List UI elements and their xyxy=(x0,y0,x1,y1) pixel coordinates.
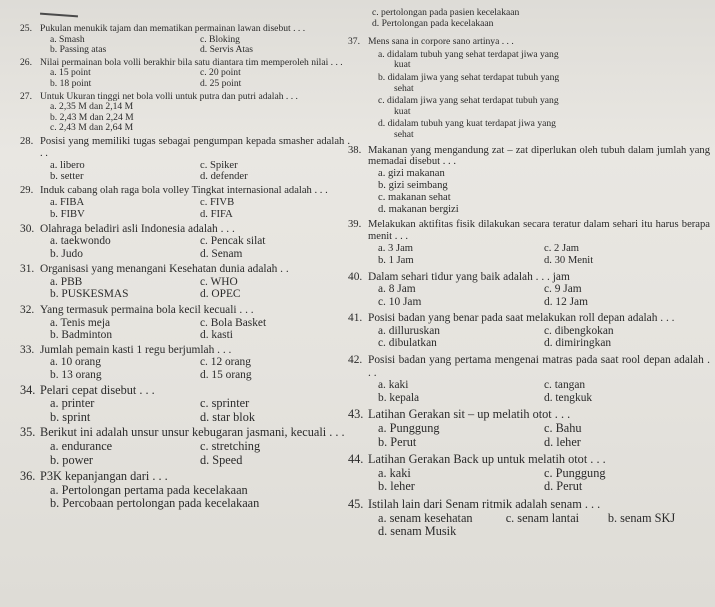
question-text: Melakukan aktifitas fisik dilakukan secara teratur dalam sehari itu harus berapa menit . . . xyxy=(368,219,710,243)
answer-option[interactable]: b. Percobaan pertolongan pada kecelakaan xyxy=(50,496,260,511)
answer-options xyxy=(20,102,350,134)
question-number: 44. xyxy=(348,452,364,467)
answer-option[interactable]: b. gizi seimbang xyxy=(378,179,448,191)
answer-option[interactable]: c. pertolongan pada pasien kecelakaan xyxy=(372,7,520,18)
question-stem xyxy=(20,58,350,69)
answer-options xyxy=(20,68,350,89)
answer-option[interactable]: a. PBB xyxy=(50,275,83,288)
answer-option[interactable]: a. FIBA xyxy=(50,196,85,208)
answer-option[interactable]: b. 1 Jam xyxy=(378,254,414,266)
question-stem xyxy=(348,37,710,48)
question-text: Jumlah pemain kasti 1 regu berjumlah . . . xyxy=(40,343,232,356)
answer-option[interactable]: d. FIFA xyxy=(200,208,233,220)
question-text: Nilai permainan bola volli berakhir bila satu diantara tim memperoleh nilai . . . xyxy=(40,56,343,68)
answer-option[interactable]: d. star blok xyxy=(200,409,255,424)
question-31 xyxy=(20,263,350,301)
question-number: 39. xyxy=(348,219,362,231)
option-line-continued: kuat xyxy=(394,59,411,71)
answer-options xyxy=(348,512,710,539)
answer-options xyxy=(348,467,710,494)
question-number: 41. xyxy=(348,312,363,325)
question-stem xyxy=(20,426,350,440)
answer-option[interactable]: d. defender xyxy=(200,171,248,183)
answer-option[interactable]: d. 30 Menit xyxy=(544,254,594,266)
answer-option[interactable]: c. makanan sehat xyxy=(378,191,451,203)
answer-option[interactable]: b. Passing atas xyxy=(50,44,107,56)
question-stem xyxy=(20,223,350,236)
question-29 xyxy=(20,185,350,220)
question-28 xyxy=(20,136,350,183)
question-text: P3K kepanjangan dari . . . xyxy=(40,469,168,484)
answer-option[interactable]: d. kasti xyxy=(200,329,233,342)
option-line-continued: kuat xyxy=(394,105,411,117)
question-stem xyxy=(348,271,710,284)
answer-option[interactable]: a. 15 point xyxy=(50,67,91,79)
answer-option[interactable]: b. power xyxy=(50,452,94,467)
answer-options xyxy=(20,197,350,221)
question-text: Pelari cepat disebut . . . xyxy=(40,382,155,397)
answer-option[interactable]: c. Bloking xyxy=(200,33,240,45)
answer-option[interactable]: a. senam kesehatan xyxy=(378,510,473,525)
answer-option[interactable] xyxy=(348,96,710,117)
answer-option[interactable]: c. Pencak silat xyxy=(200,235,266,248)
answer-options xyxy=(348,168,710,215)
question-number: 32. xyxy=(20,304,35,317)
question-text: Istilah lain dari Senam ritmik adalah senam . . . xyxy=(368,497,601,511)
answer-option[interactable]: c. dibulatkan xyxy=(378,337,437,350)
answer-option[interactable]: b. sprint xyxy=(50,409,91,424)
question-33 xyxy=(20,344,350,382)
answer-option[interactable]: a. kaki xyxy=(378,379,409,392)
answer-option[interactable]: d. 25 point xyxy=(200,77,242,89)
question-38 xyxy=(348,145,710,216)
question-stem xyxy=(348,408,710,422)
option-line-continued: sehat xyxy=(394,128,414,140)
answer-options xyxy=(20,484,350,511)
question-number: 25. xyxy=(20,23,32,34)
answer-option[interactable]: c. 20 point xyxy=(200,67,241,79)
question-number: 30. xyxy=(20,222,35,235)
question-27 xyxy=(20,92,350,134)
answer-option[interactable]: c. 2 Jam xyxy=(544,242,580,254)
question-text: Induk cabang olah raga bola volley Tingkat internasional adalah . . . xyxy=(40,185,328,197)
question-number: 31. xyxy=(20,263,35,276)
question-34 xyxy=(20,384,350,425)
answer-option[interactable]: b. Judo xyxy=(50,247,83,260)
option-line-continued: sehat xyxy=(394,82,414,94)
answer-option[interactable]: b. 13 orang xyxy=(50,369,102,382)
question-stem xyxy=(20,263,350,276)
answer-option[interactable]: c. tangan xyxy=(544,379,586,392)
ink-mark xyxy=(40,13,78,18)
option-line: b. didalam jiwa yang sehat terdapat tubuh yang xyxy=(378,71,560,83)
answer-option[interactable]: a. 10 orang xyxy=(50,356,101,369)
answer-option[interactable]: c. Punggung xyxy=(544,465,606,480)
question-number: 42. xyxy=(348,354,363,367)
answer-option[interactable]: c. 2,43 M dan 2,64 M xyxy=(50,122,134,134)
answer-option[interactable]: d. Senam xyxy=(200,247,243,260)
answer-option[interactable]: d. makanan bergizi xyxy=(378,203,459,215)
question-stem xyxy=(20,24,350,35)
question-number: 35. xyxy=(20,425,36,440)
answer-option[interactable]: a. Tenis meja xyxy=(50,316,111,329)
answer-option[interactable]: a. Pertolongan pertama pada kecelakaan xyxy=(50,482,248,497)
question-number: 27. xyxy=(20,90,32,102)
question-42 xyxy=(348,354,710,404)
answer-option[interactable]: d. dimiringkan xyxy=(544,337,612,350)
answer-option[interactable]: a. libero xyxy=(50,159,85,171)
question-25 xyxy=(20,24,350,56)
question-number: 29. xyxy=(20,185,34,197)
answer-option[interactable]: b. Badminton xyxy=(50,329,113,342)
question-45 xyxy=(348,498,710,539)
answer-option[interactable]: a. endurance xyxy=(50,439,113,454)
answer-option[interactable]: c. stretching xyxy=(200,439,261,454)
answer-option[interactable]: a. 2,35 M dan 2,14 M xyxy=(50,101,134,113)
answer-option[interactable]: c. 9 Jam xyxy=(544,283,582,296)
answer-option[interactable]: a. Smash xyxy=(50,33,85,45)
answer-option[interactable]: b. kepala xyxy=(378,391,420,404)
answer-option[interactable]: a. gizi makanan xyxy=(378,168,445,180)
answer-option[interactable]: a. Punggung xyxy=(378,421,440,436)
question-number: 26. xyxy=(20,56,32,68)
answer-option[interactable]: a. dilluruskan xyxy=(378,324,441,337)
question-text: Mens sana in corpore sano artinya . . . xyxy=(368,36,514,48)
answer-option[interactable]: b. 2,43 M dan 2,24 M xyxy=(50,111,134,123)
question-number: 38. xyxy=(348,144,362,156)
answer-option[interactable]: c. Spiker xyxy=(200,159,238,171)
answer-option[interactable]: d. Speed xyxy=(200,452,243,467)
question-26 xyxy=(20,58,350,90)
answer-option[interactable]: c. 12 orang xyxy=(200,356,251,369)
question-stem xyxy=(348,219,710,243)
answer-options xyxy=(348,325,710,350)
answer-option[interactable]: a. printer xyxy=(50,396,95,411)
answer-option[interactable]: c. Bola Basket xyxy=(200,316,267,329)
question-text: Latihan Gerakan Back up untuk melatih otot . . . xyxy=(368,452,606,467)
question-text: Dalam sehari tidur yang baik adalah . . . jam xyxy=(368,270,570,283)
answer-option[interactable]: d. Servis Atas xyxy=(200,44,254,56)
answer-options xyxy=(20,35,350,56)
answer-option[interactable]: b. PUSKESMAS xyxy=(50,288,129,301)
answer-option[interactable]: b. leher xyxy=(378,479,415,494)
answer-option[interactable]: a. taekwondo xyxy=(50,235,111,248)
question-text: Pukulan menukik tajam dan mematikan permainan lawan disebut . . . xyxy=(40,23,306,34)
question-44 xyxy=(348,453,710,494)
question-number: 36. xyxy=(20,469,36,484)
question-text: Posisi badan yang benar pada saat melakukan roll depan adalah . . . xyxy=(368,312,675,325)
answer-option[interactable]: d. leher xyxy=(544,434,581,449)
question-number: 33. xyxy=(20,343,35,356)
right-column xyxy=(348,7,710,539)
answer-option[interactable] xyxy=(348,119,710,140)
question-43 xyxy=(348,408,710,449)
question-stem xyxy=(348,354,710,379)
answer-option[interactable]: d. Perut xyxy=(544,479,583,494)
question-text: Posisi yang memiliki tugas sebagai pengumpan kepada smasher adalah . . . xyxy=(40,135,350,159)
answer-option[interactable]: d. 15 orang xyxy=(200,369,252,382)
answer-option[interactable]: a. 8 Jam xyxy=(378,283,416,296)
question-number: 34. xyxy=(20,382,36,397)
question-32 xyxy=(20,304,350,342)
answer-option[interactable]: a. 3 Jam xyxy=(378,242,414,254)
answer-option[interactable] xyxy=(348,50,710,71)
question-text: Olahraga beladiri asli Indonesia adalah . . . xyxy=(40,222,235,235)
answer-option[interactable]: b. 18 point xyxy=(50,77,92,89)
answer-option[interactable]: c. WHO xyxy=(200,275,238,288)
question-36 xyxy=(20,470,350,511)
answer-options xyxy=(20,440,350,467)
question-37 xyxy=(348,37,710,140)
question-text: Untuk Ukuran tinggi net bola volli untuk putra dan putri adalah . . . xyxy=(40,90,298,102)
question-text: Latihan Gerakan sit – up melatih otot . . . xyxy=(368,407,571,422)
question-stem xyxy=(20,384,350,398)
question-text: Organisasi yang menangani Kesehatan dunia adalah . . xyxy=(40,263,289,276)
answer-option[interactable]: d. Pertolongan pada kecelakaan xyxy=(372,17,494,29)
answer-option[interactable]: d. tengkuk xyxy=(544,391,593,404)
question-stem xyxy=(20,344,350,357)
question-text: Yang termasuk permaina bola kecil kecuali . . . xyxy=(40,304,254,317)
answer-options xyxy=(348,283,710,308)
answer-option[interactable]: b. Perut xyxy=(378,434,417,449)
answer-options xyxy=(20,397,350,424)
option-line: a. didalam tubuh yang sehat terdapat jiwa yang xyxy=(378,48,559,60)
question-stem xyxy=(348,453,710,467)
answer-option[interactable]: d. OPEC xyxy=(200,288,241,301)
answer-options xyxy=(20,160,350,184)
question-text: Posisi badan yang pertama mengenai matras pada saat rool depan adalah . . . xyxy=(368,354,710,379)
question-stem xyxy=(20,185,350,197)
answer-option[interactable]: b. senam SKJ xyxy=(607,510,676,525)
option-line: d. didalam tubuh yang kuat terdapat jiwa yang xyxy=(378,118,556,130)
question-41 xyxy=(348,312,710,350)
answer-option[interactable]: b. setter xyxy=(50,171,84,183)
question-stem xyxy=(20,136,350,160)
option-line: c. didalam jiwa yang sehat terdapat tubuh yang xyxy=(378,95,559,107)
question-stem xyxy=(20,92,350,103)
question-40 xyxy=(348,271,710,309)
answer-options xyxy=(20,276,350,301)
question-number: 45. xyxy=(348,497,364,511)
answer-option[interactable]: b. FIBV xyxy=(50,208,85,220)
question-number: 43. xyxy=(348,407,364,422)
answer-option[interactable]: d. senam Musik xyxy=(378,524,457,539)
question-number: 37. xyxy=(348,36,360,48)
question-number: 28. xyxy=(20,135,34,147)
answer-options xyxy=(348,243,710,267)
answer-option[interactable]: c. FIVB xyxy=(200,196,235,208)
question-stem xyxy=(348,145,710,169)
answer-option[interactable]: c. sprinter xyxy=(200,396,250,411)
answer-options xyxy=(20,235,350,260)
answer-option[interactable]: a. kaki xyxy=(378,465,411,480)
question-text: Berikut ini adalah unsur unsur kebugaran jasmani, kecuali . . . xyxy=(40,425,345,440)
question-30 xyxy=(20,223,350,261)
question-stem xyxy=(348,312,710,325)
question-36-continued xyxy=(348,8,710,29)
left-column xyxy=(20,24,350,511)
question-35 xyxy=(20,426,350,467)
answer-option[interactable]: c. 10 Jam xyxy=(378,295,422,308)
answer-options xyxy=(348,422,710,449)
answer-options xyxy=(348,8,710,29)
question-stem xyxy=(348,498,710,512)
question-text: Makanan yang mengandung zat – zat diperlukan oleh tubuh dalam jumlah yang memadai disebut . . . xyxy=(368,144,710,168)
answer-options xyxy=(20,356,350,381)
answer-options xyxy=(20,317,350,342)
answer-option[interactable]: c. senam lantai xyxy=(505,510,580,525)
question-39 xyxy=(348,219,710,266)
answer-option[interactable]: c. dibengkokan xyxy=(544,324,614,337)
question-stem xyxy=(20,470,350,484)
answer-option[interactable]: c. Bahu xyxy=(544,421,582,436)
answer-option[interactable]: d. 12 Jam xyxy=(544,295,588,308)
question-stem xyxy=(20,304,350,317)
question-number: 40. xyxy=(348,270,363,283)
answer-option[interactable] xyxy=(348,73,710,94)
answer-options xyxy=(348,379,710,404)
